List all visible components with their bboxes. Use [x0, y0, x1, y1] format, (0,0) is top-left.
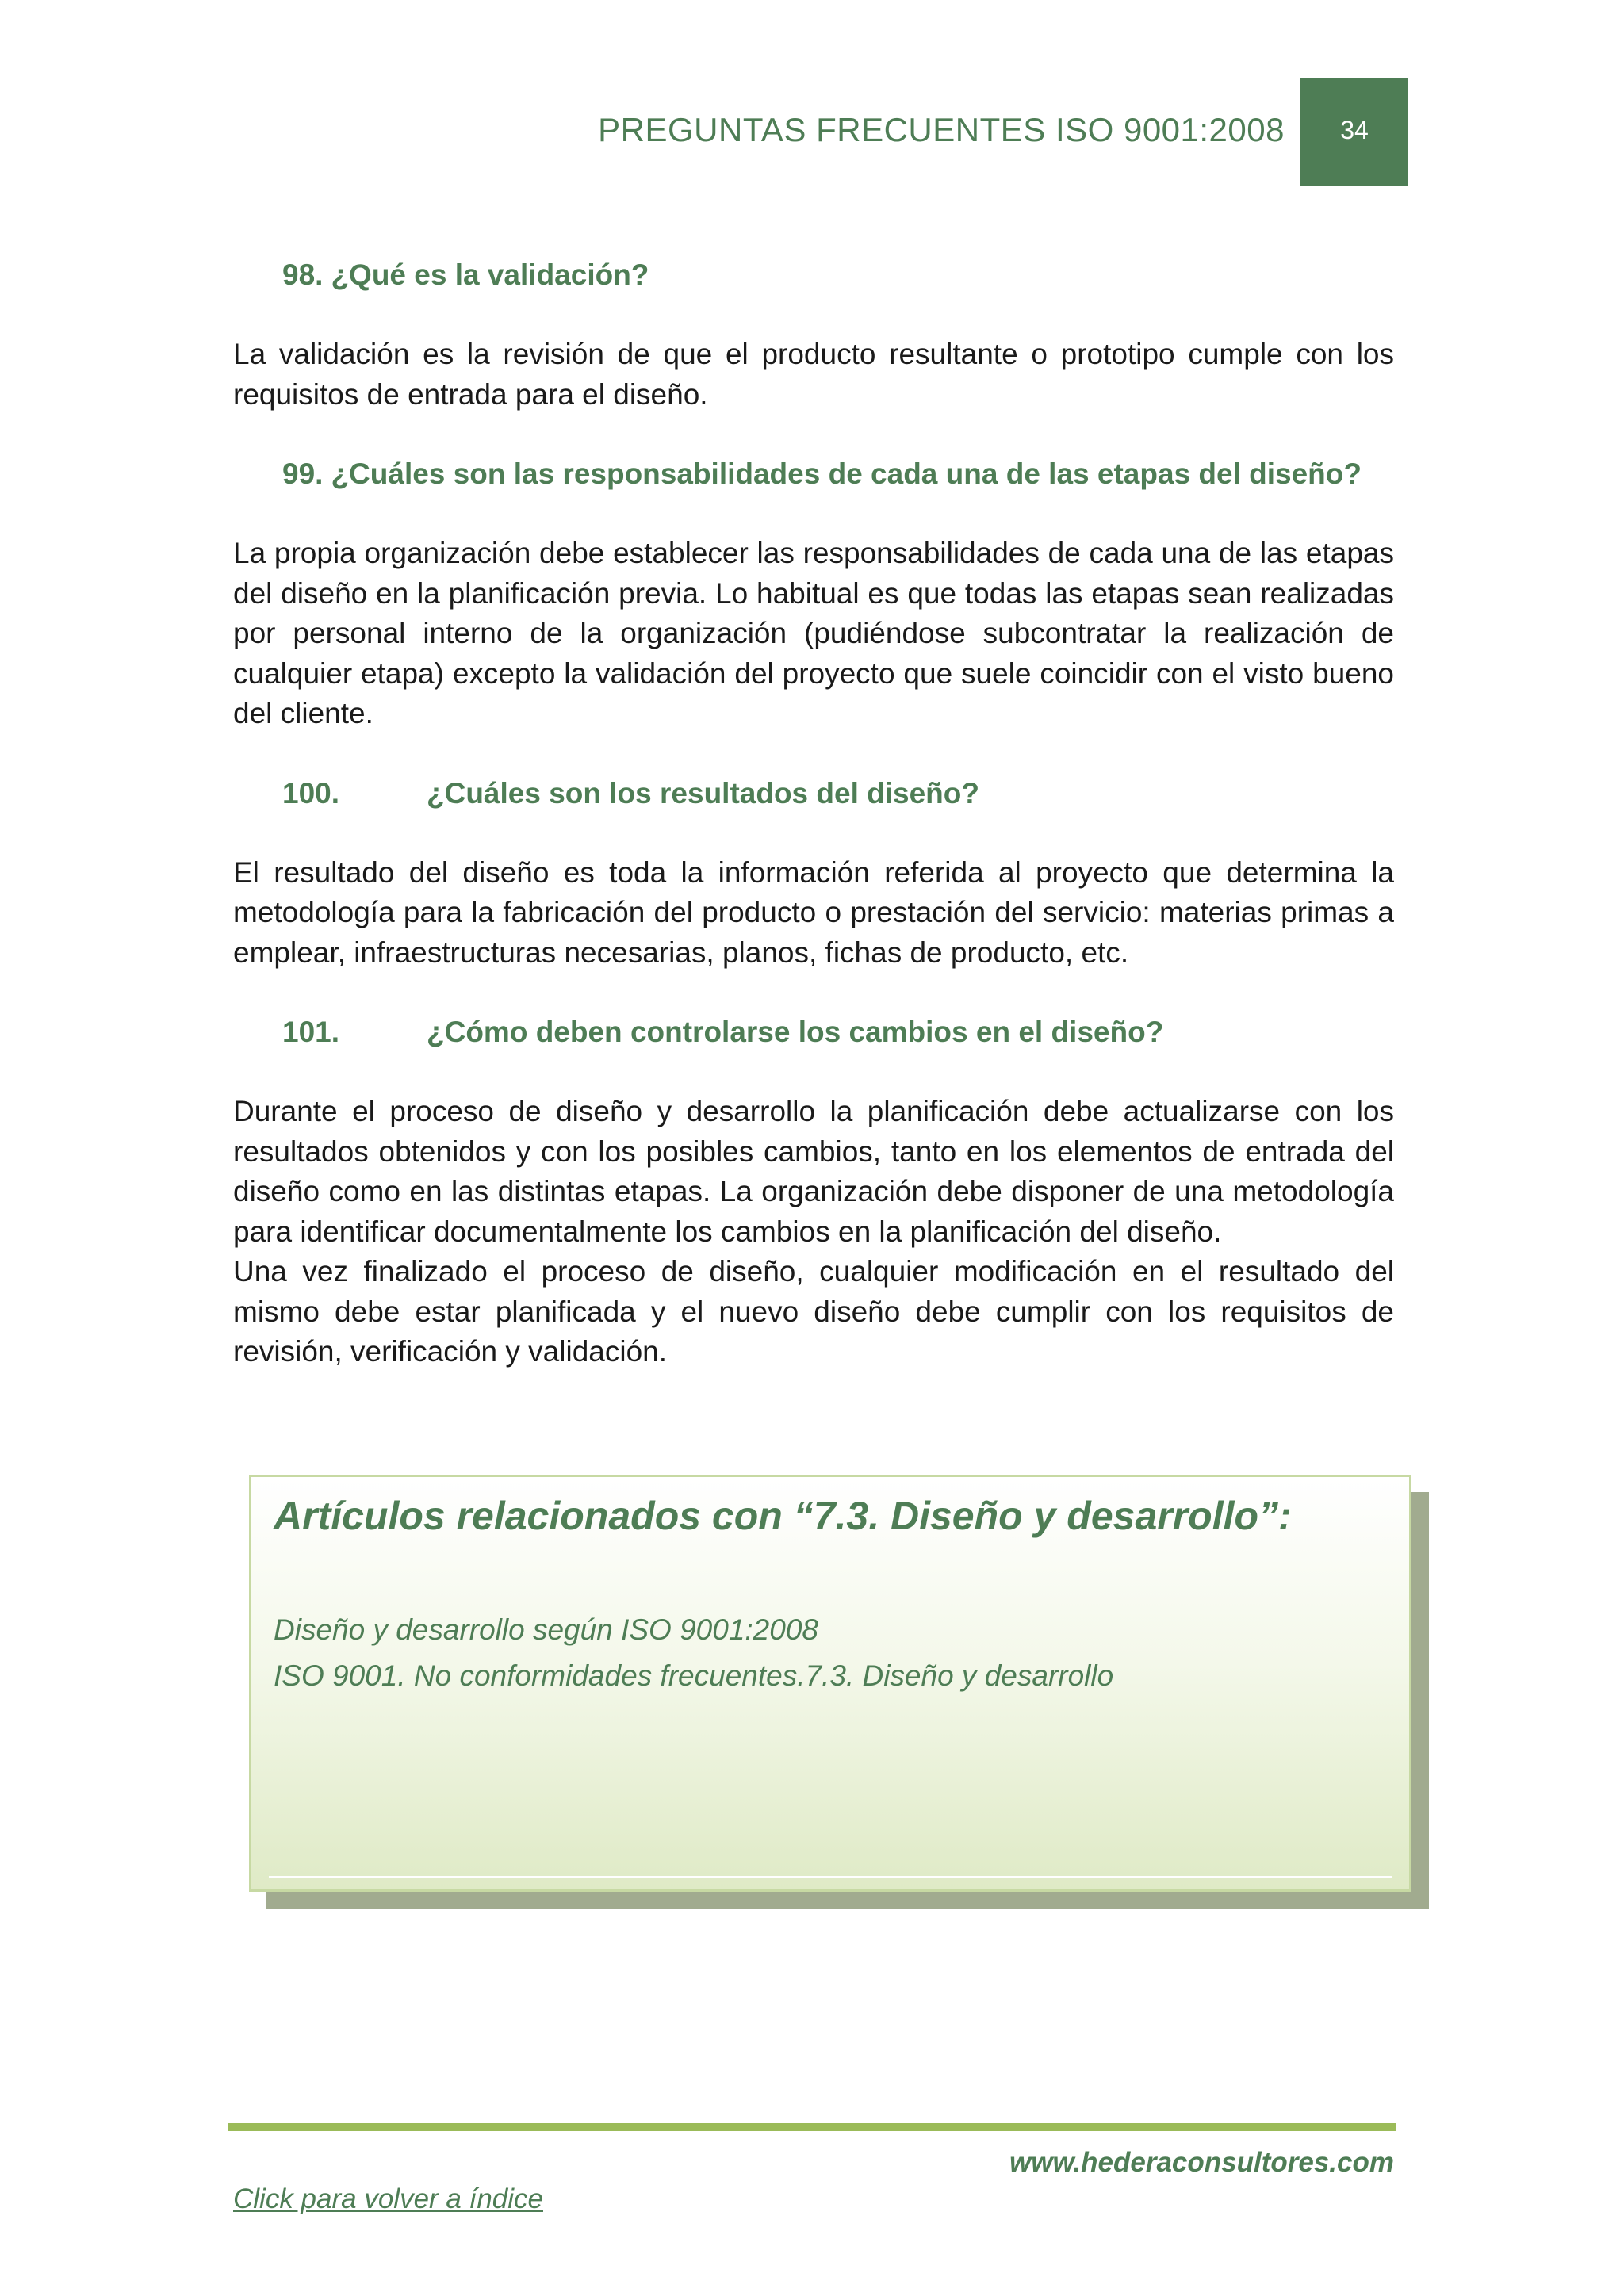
question-heading-99: [282, 454, 1394, 494]
footer-rule: [228, 2123, 1396, 2131]
question-number: 101.: [282, 1016, 340, 1048]
question-text: ¿Cuáles son los resultados del diseño?: [427, 776, 979, 809]
related-articles-box: [249, 1475, 1411, 1892]
back-to-index-link[interactable]: Click para volver a índice: [233, 2183, 543, 2214]
main-content: [233, 255, 1394, 1412]
related-articles-list: [274, 1607, 1113, 1699]
answer-paragraph-99: La propia organización debe establecer las responsabilidades de cada una de las etapas del diseño en la planificación previa. Lo habitual es que todas las etapas sean realizadas por personal interno de la organización (pudiéndose subcontratar la realización de cualquier etapa) excepto la validación del proyecto que suele coincidir con el visto bueno del cliente.: [233, 537, 1394, 729]
page-number-badge: [1300, 78, 1408, 186]
answer-paragraph-101-continued: Una vez finalizado el proceso de diseño, cualquier modificación en el resultado del mismo debe estar planificada y el nuevo diseño debe cumplir con los requisitos de revisión, verificación y validación.: [233, 1255, 1394, 1368]
footer-website: www.hederaconsultores.com: [1009, 2147, 1394, 2178]
related-box-divider: [269, 1876, 1392, 1878]
header-title: PREGUNTAS FRECUENTES ISO 9001:2008: [598, 111, 1285, 148]
question-number: 98.: [282, 258, 324, 291]
answer-paragraph-98: La validación es la revisión de que el producto resultante o prototipo cumple con los requisitos de entrada para el diseño.: [233, 338, 1394, 411]
question-number: 99.: [282, 457, 324, 490]
question-heading-98: [282, 255, 1394, 295]
answer-paragraph-100: El resultado del diseño es toda la información referida al proyecto que determina la metodología para la fabricación del producto o prestación del servicio: materias primas a emplear, infraestructuras necesarias, planos, fichas de producto, etc.: [233, 855, 1394, 969]
related-articles-title: Artículos relacionados con “7.3. Diseño y desarrollo”:: [274, 1494, 1292, 1538]
page-number: 34: [1340, 116, 1369, 144]
related-article-link[interactable]: ISO 9001. No conformidades frecuentes.7.3. Diseño y desarrollo: [274, 1659, 1114, 1692]
question-text: ¿Qué es la validación?: [331, 258, 649, 291]
related-article-link[interactable]: Diseño y desarrollo según ISO 9001:2008: [274, 1613, 818, 1646]
question-number: 100.: [282, 776, 340, 809]
answer-paragraph-101: Durante el proceso de diseño y desarrollo la planificación debe actualizarse con los resultados obtenidos y con los posibles cambios, tanto en los elementos de entrada del diseño como en las distintas etapas. La organización debe disponer de una metodología para identificar documentalmente los cambios en la planificación del diseño.: [233, 1095, 1394, 1248]
question-text: ¿Cuáles son las responsabilidades de cada una de las etapas del diseño?: [331, 457, 1362, 490]
question-heading-101: [282, 1012, 1394, 1052]
question-heading-100: [282, 774, 1394, 813]
question-text: ¿Cómo deben controlarse los cambios en el diseño?: [427, 1016, 1164, 1048]
